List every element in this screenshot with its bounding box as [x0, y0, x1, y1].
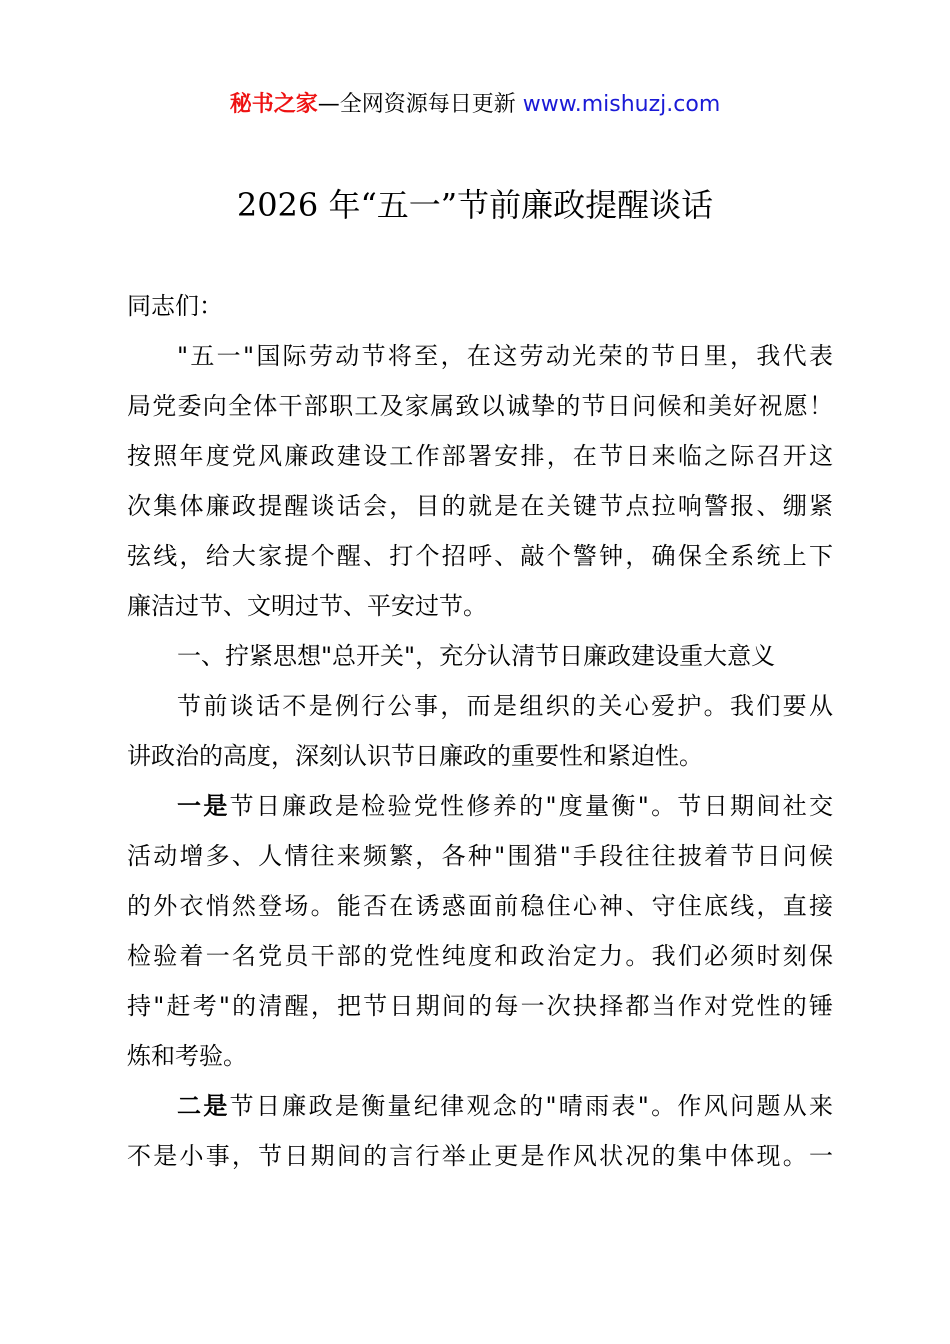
line-text: 炼和考验。 [127, 1042, 247, 1070]
line-text: 节日廉政是检验党性修养的"度量衡"。节日期间社交 [229, 792, 834, 820]
brand-name: 秘书之家 [229, 92, 318, 117]
text-line [127, 331, 833, 381]
text-line [127, 381, 833, 431]
text-line [127, 1131, 833, 1181]
text-line [127, 531, 833, 581]
text-line [127, 1031, 833, 1081]
text-line [127, 831, 833, 881]
salutation: 同志们： [127, 292, 223, 320]
line-text: 节日廉政是衡量纪律观念的"晴雨表"。作风问题从来 [229, 1092, 834, 1120]
line-text: 节前谈话不是例行公事，而是组织的关心爱护。我们要从 [177, 692, 833, 720]
text-line [127, 431, 833, 481]
line-text: "五一"国际劳动节将至，在这劳动光荣的节日里，我代表 [177, 342, 833, 370]
site-url-link[interactable]: www.mishuzj.com [522, 92, 721, 117]
line-text: 讲政治的高度，深刻认识节日廉政的重要性和紧迫性。 [127, 742, 703, 770]
text-line [127, 1081, 833, 1131]
text-line [127, 481, 833, 531]
text-line [127, 581, 833, 631]
text-line [127, 931, 833, 981]
line-text: 的外衣悄然登场。能否在诱惑面前稳住心神、守住底线，直接 [127, 892, 833, 920]
text-line [127, 781, 833, 831]
paragraph-lines [127, 331, 833, 1181]
line-text: 活动增多、人情往来频繁，各种"围猎"手段往往披着节日问候 [127, 842, 833, 870]
line-text: 一、拧紧思想"总开关"，充分认清节日廉政建设重大意义 [177, 642, 776, 670]
line-text: 弦线，给大家提个醒、打个招呼、敲个警钟，确保全系统上下 [127, 542, 833, 570]
line-text: 不是小事，节日期间的言行举止更是作风状况的集中体现。一 [127, 1142, 833, 1170]
emphasis-lead: 二是 [177, 1092, 230, 1120]
line-text: 廉洁过节、文明过节、平安过节。 [127, 592, 487, 620]
line-text: 局党委向全体干部职工及家属致以诚挚的节日问候和美好祝愿！ [127, 392, 833, 420]
document-body [127, 281, 833, 1181]
text-line [127, 681, 833, 731]
emphasis-lead: 一是 [177, 792, 230, 820]
banner-tagline: —全网资源每日更新 [317, 92, 516, 117]
text-line [127, 981, 833, 1031]
site-banner [0, 88, 950, 122]
text-line [127, 631, 833, 681]
text-line [127, 731, 833, 781]
line-text: 按照年度党风廉政建设工作部署安排，在节日来临之际召开这 [127, 442, 833, 470]
line-text: 持"赶考"的清醒，把节日期间的每一次抉择都当作对党性的锤 [127, 992, 833, 1020]
text-line [127, 881, 833, 931]
line-text: 次集体廉政提醒谈话会，目的就是在关键节点拉响警报、绷紧 [127, 492, 833, 520]
line-text: 检验着一名党员干部的党性纯度和政治定力。我们必须时刻保 [127, 942, 833, 970]
document-title: 2026 年“五一”节前廉政提醒谈话 [236, 186, 714, 224]
